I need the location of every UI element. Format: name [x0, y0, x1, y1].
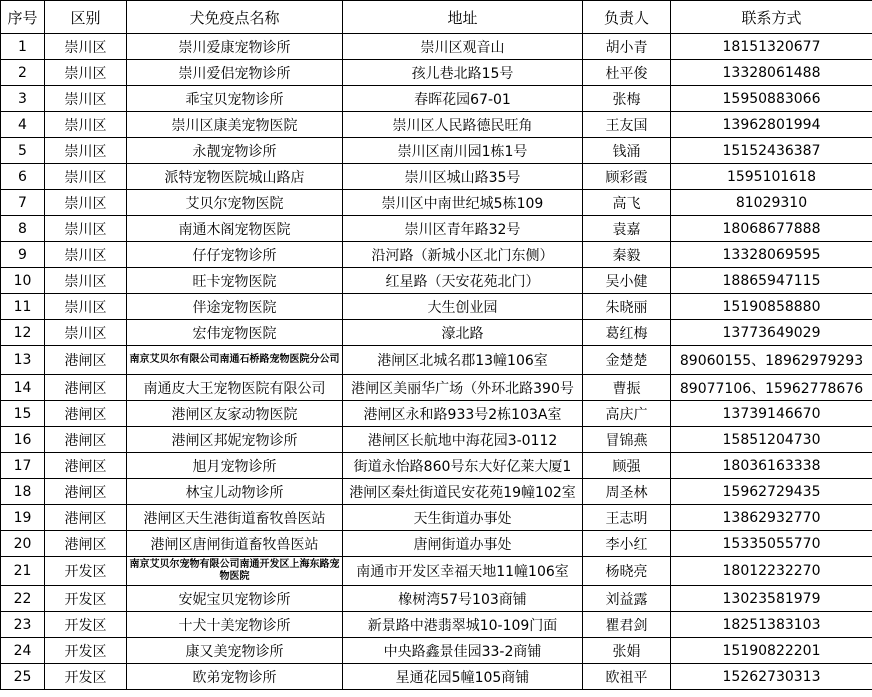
- row-address: 沿河路（新城小区北门东侧）: [343, 242, 583, 268]
- row-phone: 13023581979: [671, 586, 872, 612]
- row-address: 崇川区中南世纪城5栋109: [343, 190, 583, 216]
- row-clinic-name: 旭月宠物诊所: [127, 453, 343, 479]
- row-district: 港闸区: [45, 346, 127, 375]
- row-number: 16: [1, 427, 45, 453]
- row-number: 25: [1, 664, 45, 690]
- row-address: 濠北路: [343, 320, 583, 346]
- row-address: 新景路中港翡翠城10-109门面: [343, 612, 583, 638]
- row-district: 崇川区: [45, 320, 127, 346]
- table-row: [1, 320, 872, 346]
- row-person: 高庆广: [583, 401, 671, 427]
- row-district: 开发区: [45, 612, 127, 638]
- row-address: 港闸区秦灶街道民安花苑19幢102室: [343, 479, 583, 505]
- row-phone: 15950883066: [671, 86, 872, 112]
- row-number: 11: [1, 294, 45, 320]
- row-clinic-name: 乖宝贝宠物诊所: [127, 86, 343, 112]
- row-number: 14: [1, 375, 45, 401]
- row-address: 港闸区美丽华广场（外环北路390号: [343, 375, 583, 401]
- table-body: [1, 34, 872, 690]
- row-phone: 18251383103: [671, 612, 872, 638]
- row-district: 港闸区: [45, 531, 127, 557]
- row-phone: 13773649029: [671, 320, 872, 346]
- row-district: 崇川区: [45, 34, 127, 60]
- row-phone: 89060155、18962979293: [671, 346, 872, 375]
- row-person: 顾彩霞: [583, 164, 671, 190]
- row-address: 南通市开发区幸福天地11幢106室: [343, 557, 583, 586]
- row-number: 6: [1, 164, 45, 190]
- row-district: 崇川区: [45, 190, 127, 216]
- row-number: 23: [1, 612, 45, 638]
- row-number: 12: [1, 320, 45, 346]
- row-number: 13: [1, 346, 45, 375]
- row-clinic-name: 艾贝尔宠物医院: [127, 190, 343, 216]
- header-person: 负责人: [583, 1, 671, 34]
- row-person: 瞿君剑: [583, 612, 671, 638]
- header-no: 序号: [1, 1, 45, 34]
- row-number: 22: [1, 586, 45, 612]
- row-district: 崇川区: [45, 60, 127, 86]
- row-person: 李小红: [583, 531, 671, 557]
- row-clinic-name: 港闸区邦妮宠物诊所: [127, 427, 343, 453]
- row-clinic-name: 南京艾贝尔宠物有限公司南通开发区上海东路宠物医院: [127, 557, 343, 586]
- table-row: [1, 164, 872, 190]
- row-person: 张梅: [583, 86, 671, 112]
- table-row: [1, 612, 872, 638]
- row-person: 冒锦燕: [583, 427, 671, 453]
- row-district: 崇川区: [45, 138, 127, 164]
- header-row: [1, 1, 872, 34]
- row-phone: 18036163338: [671, 453, 872, 479]
- table-row: [1, 216, 872, 242]
- row-district: 崇川区: [45, 164, 127, 190]
- row-clinic-name: 欧弟宠物诊所: [127, 664, 343, 690]
- row-person: 顾强: [583, 453, 671, 479]
- row-district: 崇川区: [45, 86, 127, 112]
- table-row: [1, 479, 872, 505]
- row-person: 刘益露: [583, 586, 671, 612]
- table-row: [1, 112, 872, 138]
- row-person: 葛红梅: [583, 320, 671, 346]
- row-phone: 18151320677: [671, 34, 872, 60]
- row-address: 港闸区永和路933号2栋103A室: [343, 401, 583, 427]
- table-row: [1, 294, 872, 320]
- row-number: 24: [1, 638, 45, 664]
- row-phone: 89077106、15962778676: [671, 375, 872, 401]
- row-district: 崇川区: [45, 268, 127, 294]
- row-number: 2: [1, 60, 45, 86]
- table-row: [1, 346, 872, 375]
- row-district: 港闸区: [45, 375, 127, 401]
- row-person: 高飞: [583, 190, 671, 216]
- row-address: 天生街道办事处: [343, 505, 583, 531]
- row-clinic-name: 伴途宠物医院: [127, 294, 343, 320]
- row-person: 杨晓亮: [583, 557, 671, 586]
- row-address: 大生创业园: [343, 294, 583, 320]
- row-clinic-name: 崇川爱康宠物诊所: [127, 34, 343, 60]
- row-clinic-name: 崇川区康美宠物医院: [127, 112, 343, 138]
- row-clinic-name: 旺卡宠物医院: [127, 268, 343, 294]
- row-district: 崇川区: [45, 242, 127, 268]
- row-number: 21: [1, 557, 45, 586]
- row-phone: 15190822201: [671, 638, 872, 664]
- table-row: [1, 586, 872, 612]
- table-row: [1, 34, 872, 60]
- row-number: 1: [1, 34, 45, 60]
- row-phone: 13962801994: [671, 112, 872, 138]
- table-row: [1, 638, 872, 664]
- header-district: 区别: [45, 1, 127, 34]
- row-person: 张娟: [583, 638, 671, 664]
- row-clinic-name: 派特宠物医院城山路店: [127, 164, 343, 190]
- table-row: [1, 664, 872, 690]
- row-person: 欧祖平: [583, 664, 671, 690]
- row-address: 崇川区青年路32号: [343, 216, 583, 242]
- row-person: 钱涌: [583, 138, 671, 164]
- row-clinic-name: 港闸区友家动物医院: [127, 401, 343, 427]
- row-clinic-name: 安妮宝贝宠物诊所: [127, 586, 343, 612]
- row-number: 4: [1, 112, 45, 138]
- row-clinic-name: 崇川爱侣宠物诊所: [127, 60, 343, 86]
- row-clinic-name: 十犬十美宠物诊所: [127, 612, 343, 638]
- row-address: 孩儿巷北路15号: [343, 60, 583, 86]
- row-district: 开发区: [45, 557, 127, 586]
- row-person: 曹振: [583, 375, 671, 401]
- table-row: [1, 60, 872, 86]
- table-row: [1, 138, 872, 164]
- row-phone: 18068677888: [671, 216, 872, 242]
- table-row: [1, 375, 872, 401]
- table-row: [1, 531, 872, 557]
- row-phone: 15262730313: [671, 664, 872, 690]
- row-clinic-name: 南通木阁宠物医院: [127, 216, 343, 242]
- row-district: 港闸区: [45, 427, 127, 453]
- row-phone: 18865947115: [671, 268, 872, 294]
- row-clinic-name: 林宝儿动物诊所: [127, 479, 343, 505]
- row-number: 9: [1, 242, 45, 268]
- row-district: 开发区: [45, 638, 127, 664]
- row-address: 唐闸街道办事处: [343, 531, 583, 557]
- row-phone: 13862932770: [671, 505, 872, 531]
- row-district: 崇川区: [45, 112, 127, 138]
- row-clinic-name: 永靓宠物诊所: [127, 138, 343, 164]
- header-name: 犬免疫点名称: [127, 1, 343, 34]
- row-clinic-name: 仔仔宠物诊所: [127, 242, 343, 268]
- row-district: 港闸区: [45, 401, 127, 427]
- row-address: 红星路（天安花苑北门）: [343, 268, 583, 294]
- row-number: 7: [1, 190, 45, 216]
- row-phone: 13328061488: [671, 60, 872, 86]
- row-address: 崇川区观音山: [343, 34, 583, 60]
- row-person: 王志明: [583, 505, 671, 531]
- table-row: [1, 401, 872, 427]
- row-address: 崇川区城山路35号: [343, 164, 583, 190]
- row-address: 中央路鑫景佳园33-2商铺: [343, 638, 583, 664]
- row-district: 港闸区: [45, 453, 127, 479]
- table-row: [1, 190, 872, 216]
- row-number: 5: [1, 138, 45, 164]
- row-address: 崇川区人民路德民旺角: [343, 112, 583, 138]
- row-phone: 15335055770: [671, 531, 872, 557]
- row-phone: 15851204730: [671, 427, 872, 453]
- row-person: 朱晓丽: [583, 294, 671, 320]
- row-phone: 1595101618: [671, 164, 872, 190]
- row-person: 金楚楚: [583, 346, 671, 375]
- row-address: 星通花园5幢105商铺: [343, 664, 583, 690]
- row-address: 港闸区长航地中海花园3-0112: [343, 427, 583, 453]
- row-phone: 15190858880: [671, 294, 872, 320]
- row-number: 15: [1, 401, 45, 427]
- row-clinic-name: 宏伟宠物医院: [127, 320, 343, 346]
- row-clinic-name: 康又美宠物诊所: [127, 638, 343, 664]
- row-clinic-name: 南京艾贝尔有限公司南通石桥路宠物医院分公司: [127, 346, 343, 375]
- row-phone: 81029310: [671, 190, 872, 216]
- table-row: [1, 427, 872, 453]
- row-number: 18: [1, 479, 45, 505]
- row-person: 秦毅: [583, 242, 671, 268]
- row-number: 20: [1, 531, 45, 557]
- row-address: 橡树湾57号103商铺: [343, 586, 583, 612]
- row-district: 崇川区: [45, 294, 127, 320]
- row-district: 港闸区: [45, 505, 127, 531]
- row-number: 3: [1, 86, 45, 112]
- row-clinic-name: 南通皮大王宠物医院有限公司: [127, 375, 343, 401]
- row-district: 崇川区: [45, 216, 127, 242]
- row-clinic-name: 港闸区天生港街道畜牧兽医站: [127, 505, 343, 531]
- table-row: [1, 453, 872, 479]
- row-clinic-name: 港闸区唐闸街道畜牧兽医站: [127, 531, 343, 557]
- table-row: [1, 268, 872, 294]
- row-person: 吴小健: [583, 268, 671, 294]
- table-row: [1, 505, 872, 531]
- row-number: 10: [1, 268, 45, 294]
- row-person: 胡小青: [583, 34, 671, 60]
- table-row: [1, 242, 872, 268]
- row-district: 港闸区: [45, 479, 127, 505]
- header-address: 地址: [343, 1, 583, 34]
- row-phone: 15152436387: [671, 138, 872, 164]
- row-address: 港闸区北城名郡13幢106室: [343, 346, 583, 375]
- row-number: 19: [1, 505, 45, 531]
- row-phone: 15962729435: [671, 479, 872, 505]
- row-number: 8: [1, 216, 45, 242]
- row-address: 街道永怡路860号东大好亿莱大厦1: [343, 453, 583, 479]
- header-phone: 联系方式: [671, 1, 872, 34]
- row-address: 崇川区南川园1栋1号: [343, 138, 583, 164]
- row-phone: 13328069595: [671, 242, 872, 268]
- row-person: 袁嘉: [583, 216, 671, 242]
- row-person: 周圣林: [583, 479, 671, 505]
- row-phone: 13739146670: [671, 401, 872, 427]
- table-row: [1, 557, 872, 586]
- row-phone: 18012232270: [671, 557, 872, 586]
- row-person: 王友国: [583, 112, 671, 138]
- row-person: 杜平俊: [583, 60, 671, 86]
- row-number: 17: [1, 453, 45, 479]
- row-district: 开发区: [45, 586, 127, 612]
- table-row: [1, 86, 872, 112]
- row-district: 开发区: [45, 664, 127, 690]
- row-address: 春晖花园67-01: [343, 86, 583, 112]
